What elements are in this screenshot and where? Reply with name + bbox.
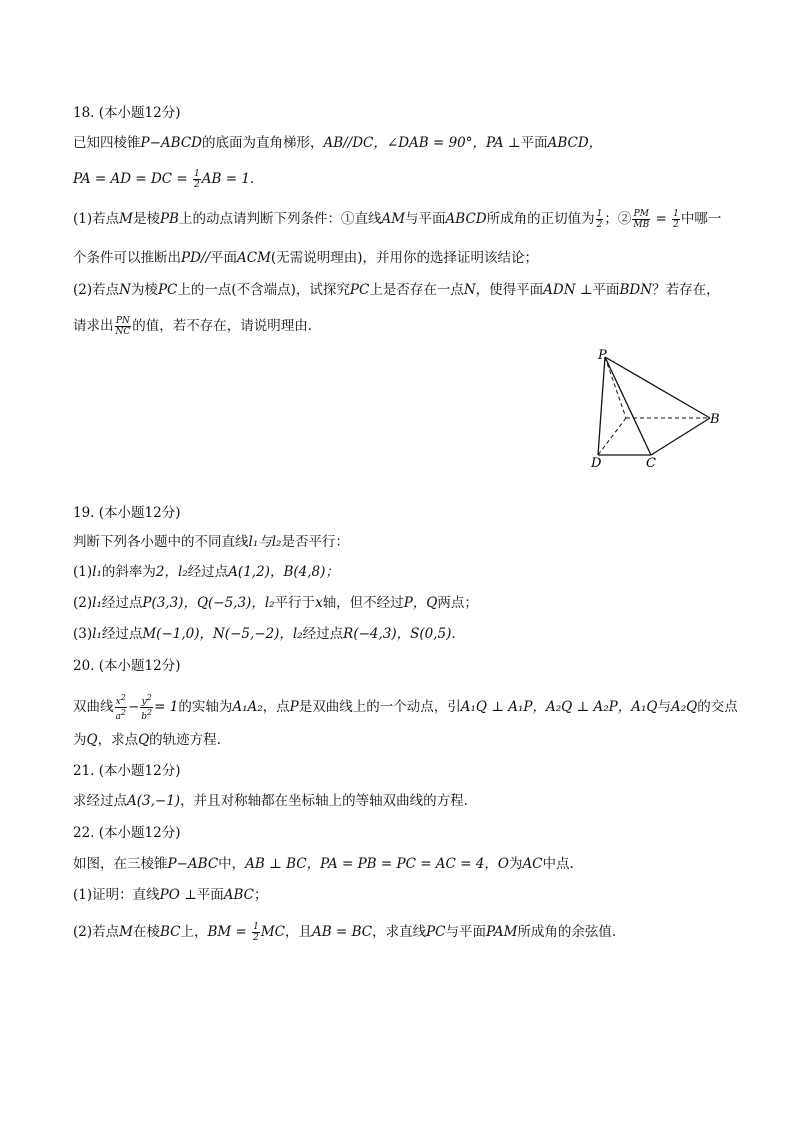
q20-heading: 20. (本小题12分) (73, 658, 181, 674)
math: MC (260, 924, 286, 940)
text: (2)若点 (73, 282, 120, 298)
text: 经过点 (101, 626, 143, 642)
q20-line2 (73, 730, 221, 750)
math: PA = AD = DC = (73, 171, 188, 187)
text: 的斜率为 (101, 564, 156, 580)
math: = 1 (154, 699, 179, 715)
text: 轴，但不经过 (322, 595, 404, 611)
text: 平面 (196, 887, 224, 903)
math: AC (522, 856, 543, 872)
text: (2)若点 (73, 924, 120, 940)
label-b: B (710, 412, 720, 427)
math: PAM (486, 924, 518, 940)
fraction-half: $\frac{1}{2}$ (253, 922, 259, 943)
edge-pd (598, 357, 605, 455)
text: (1)证明：直线 (73, 887, 160, 903)
q19-line4 (73, 624, 456, 644)
math: N (119, 282, 131, 298)
math: P−ABCD (140, 135, 202, 151)
text: 是双曲线上的一个动点，引 (298, 699, 461, 715)
text: 是棱 (132, 211, 160, 227)
math: BDN (619, 282, 653, 298)
q19-heading: 19. (本小题12分) (73, 505, 181, 521)
edge-cb (651, 418, 710, 455)
edge-ad-hidden (598, 418, 626, 455)
text: 中点. (542, 856, 574, 872)
math: ABCD， (547, 135, 603, 151)
math: PC (349, 282, 370, 298)
text: 为 (508, 856, 523, 872)
q21-heading: 21. (本小题12分) (73, 763, 181, 779)
text: 上的一点(不含端点)，试探究 (177, 282, 350, 298)
text: ，并且对称轴都在坐标轴上的等轴双曲线的方程. (180, 793, 468, 809)
q18-line4 (73, 248, 538, 268)
text: 上， (180, 924, 208, 940)
math: PO ⊥ (159, 887, 197, 903)
math: AB ⊥ BC，PA = PB = PC = AC = 4，O (245, 856, 509, 872)
text: 是否平行： (281, 534, 349, 550)
text: 所成角的正切值为 (486, 211, 595, 227)
math: N (463, 282, 476, 298)
text: 与 (657, 699, 671, 715)
edge-pa-hidden (605, 357, 626, 418)
q22-line2 (73, 885, 268, 905)
math: PC (426, 924, 446, 940)
math: x (315, 595, 323, 611)
math: AB//DC，∠DAB = 90°，PA ⊥ (323, 135, 521, 151)
fraction-half: $\frac{1}{2}$ (194, 169, 200, 190)
text: 的值，若不存在，请说明理由. (132, 318, 313, 334)
label-p: P (598, 348, 607, 363)
math: PD// (181, 250, 211, 266)
text: (1) (73, 564, 93, 580)
pyramid-figure (588, 345, 728, 475)
text: 为棱 (130, 282, 158, 298)
text: ？若存在， (652, 282, 720, 298)
text: 求经过点 (73, 793, 127, 809)
q19-line1 (73, 532, 349, 552)
text: 经过点 (302, 626, 344, 642)
math: M (119, 924, 133, 940)
fraction-half: $\frac{1}{2}$ (673, 209, 679, 230)
q22-line3 (73, 922, 616, 943)
math: AM (381, 211, 406, 227)
text: 判断下列各小题中的不同直线 (73, 534, 249, 550)
text: ，使得平面 (475, 282, 544, 298)
text: ； (254, 887, 268, 903)
fraction-pm-mb: $\frac{PM}{MB}$ (633, 209, 650, 230)
q21-line1 (73, 791, 468, 811)
text: 平面 (210, 250, 238, 266)
math: ABCD (445, 211, 487, 227)
label-c: C (646, 456, 656, 471)
text: 经过点 (101, 595, 143, 611)
math: ADN ⊥ (543, 282, 593, 298)
text: 个条件可以推断出 (73, 250, 181, 266)
text: 中哪一 (680, 211, 722, 227)
text: 为 (73, 732, 87, 748)
text: 平面 (520, 135, 548, 151)
text: 的交点 (697, 699, 738, 715)
math: P−ABC (167, 856, 219, 872)
q22-heading: 22. (本小题12分) (73, 825, 181, 841)
math: R(−4,3)，S(0,5). (343, 626, 456, 642)
q18-heading: 18. (本小题12分) (73, 105, 181, 121)
text: 已知四棱锥 (73, 135, 141, 151)
text: 请求出 (73, 318, 114, 334)
q18-line5 (73, 280, 720, 300)
math: BM = (207, 924, 247, 940)
math: P(3,3)，Q(−5,3)，l₂ (142, 595, 275, 611)
text: 在棱 (132, 924, 160, 940)
fraction-half: $\frac{1}{2}$ (596, 209, 603, 230)
text: 的轨迹方程. (149, 732, 221, 748)
text: 的底面为直角梯形， (201, 135, 324, 151)
text: 与平面 (405, 211, 446, 227)
math: A₂Q (671, 699, 698, 715)
math: AB = BC (312, 924, 373, 940)
q19-line2 (73, 562, 339, 582)
math: P，Q (403, 595, 438, 611)
math: A₁Q ⊥ A₁P，A₂Q ⊥ A₂P，A₁Q (460, 699, 658, 715)
math: A(3,−1) (127, 793, 181, 809)
math: A(1,2)，B(4,8)； (228, 564, 339, 580)
text: 所成角的余弦值. (517, 924, 617, 940)
text: 平面 (592, 282, 620, 298)
math: PB (159, 211, 179, 227)
q19-line3 (73, 593, 478, 613)
math: l₁ (92, 626, 102, 642)
text: 上的动点请判断下列条件：①直线 (178, 211, 382, 227)
math: ABC (223, 887, 255, 903)
math: M (119, 211, 133, 227)
text: ；② (604, 211, 632, 227)
q22-line1 (73, 854, 574, 874)
math: l₁ (92, 564, 102, 580)
math: M(−1,0)，N(−5,−2)，l₂ (142, 626, 303, 642)
text: (1)若点 (73, 211, 120, 227)
text: 双曲线 (73, 699, 114, 715)
text: ，点 (262, 699, 290, 715)
math: AB = 1. (201, 171, 255, 187)
fraction-y2-b2: $\frac{y2}{b2}$ (141, 693, 153, 722)
q18-line1 (73, 133, 602, 153)
fraction-x2-a2: $\frac{x2}{a2}$ (115, 693, 126, 722)
math: l₁与l₂ (248, 534, 282, 550)
text: (无需说明理由)，并用你的选择证明该结论； (270, 250, 538, 266)
math: A₁A₂ (232, 699, 263, 715)
text: 经过点 (187, 564, 229, 580)
math: P (289, 699, 299, 715)
text: 如图，在三棱锥 (73, 856, 168, 872)
label-d: D (591, 456, 602, 471)
math: 2，l₂ (155, 564, 188, 580)
q18-line6 (73, 316, 312, 337)
text: 平行于 (274, 595, 316, 611)
text: 与平面 (445, 924, 487, 940)
edge-pb (605, 357, 710, 418)
math: Q (138, 732, 150, 748)
text: ，求直线 (372, 924, 427, 940)
text: 中， (218, 856, 246, 872)
q20-line1: 双曲线 $\frac{x2}{a2}$ − $\frac{y2}{b2}$ = 1的实轴为A₁A₂，点P是双曲线上的一个动点，引A₁Q ⊥ A₁P，A₂Q ⊥ A₂P，A₁Q与A₂Q的交点 (73, 693, 738, 722)
text: (2) (73, 595, 93, 611)
math: BC (159, 924, 181, 940)
math: Q (86, 732, 98, 748)
math: l₁ (92, 595, 102, 611)
text: (3) (73, 626, 93, 642)
q18-line3: (1)若点M是棱PB上的动点请判断下列条件：①直线AM与平面ABCD所成角的正切值为 $\frac{1}{2}$ ；② $\frac{PM}{MB}$ = $\frac{1}{2}$ 中哪一 (73, 209, 722, 230)
text: ，且 (285, 924, 313, 940)
math: PC (157, 282, 178, 298)
text: ，求点 (97, 732, 139, 748)
text: 上是否存在一点 (369, 282, 464, 298)
math: ACM (237, 250, 271, 266)
q18-line2 (73, 169, 254, 190)
text: 两点； (437, 595, 478, 611)
fraction-pn-nc: $\frac{PN}{NC}$ (115, 316, 131, 337)
edge-pc (605, 357, 651, 455)
text: 的实轴为 (178, 699, 233, 715)
